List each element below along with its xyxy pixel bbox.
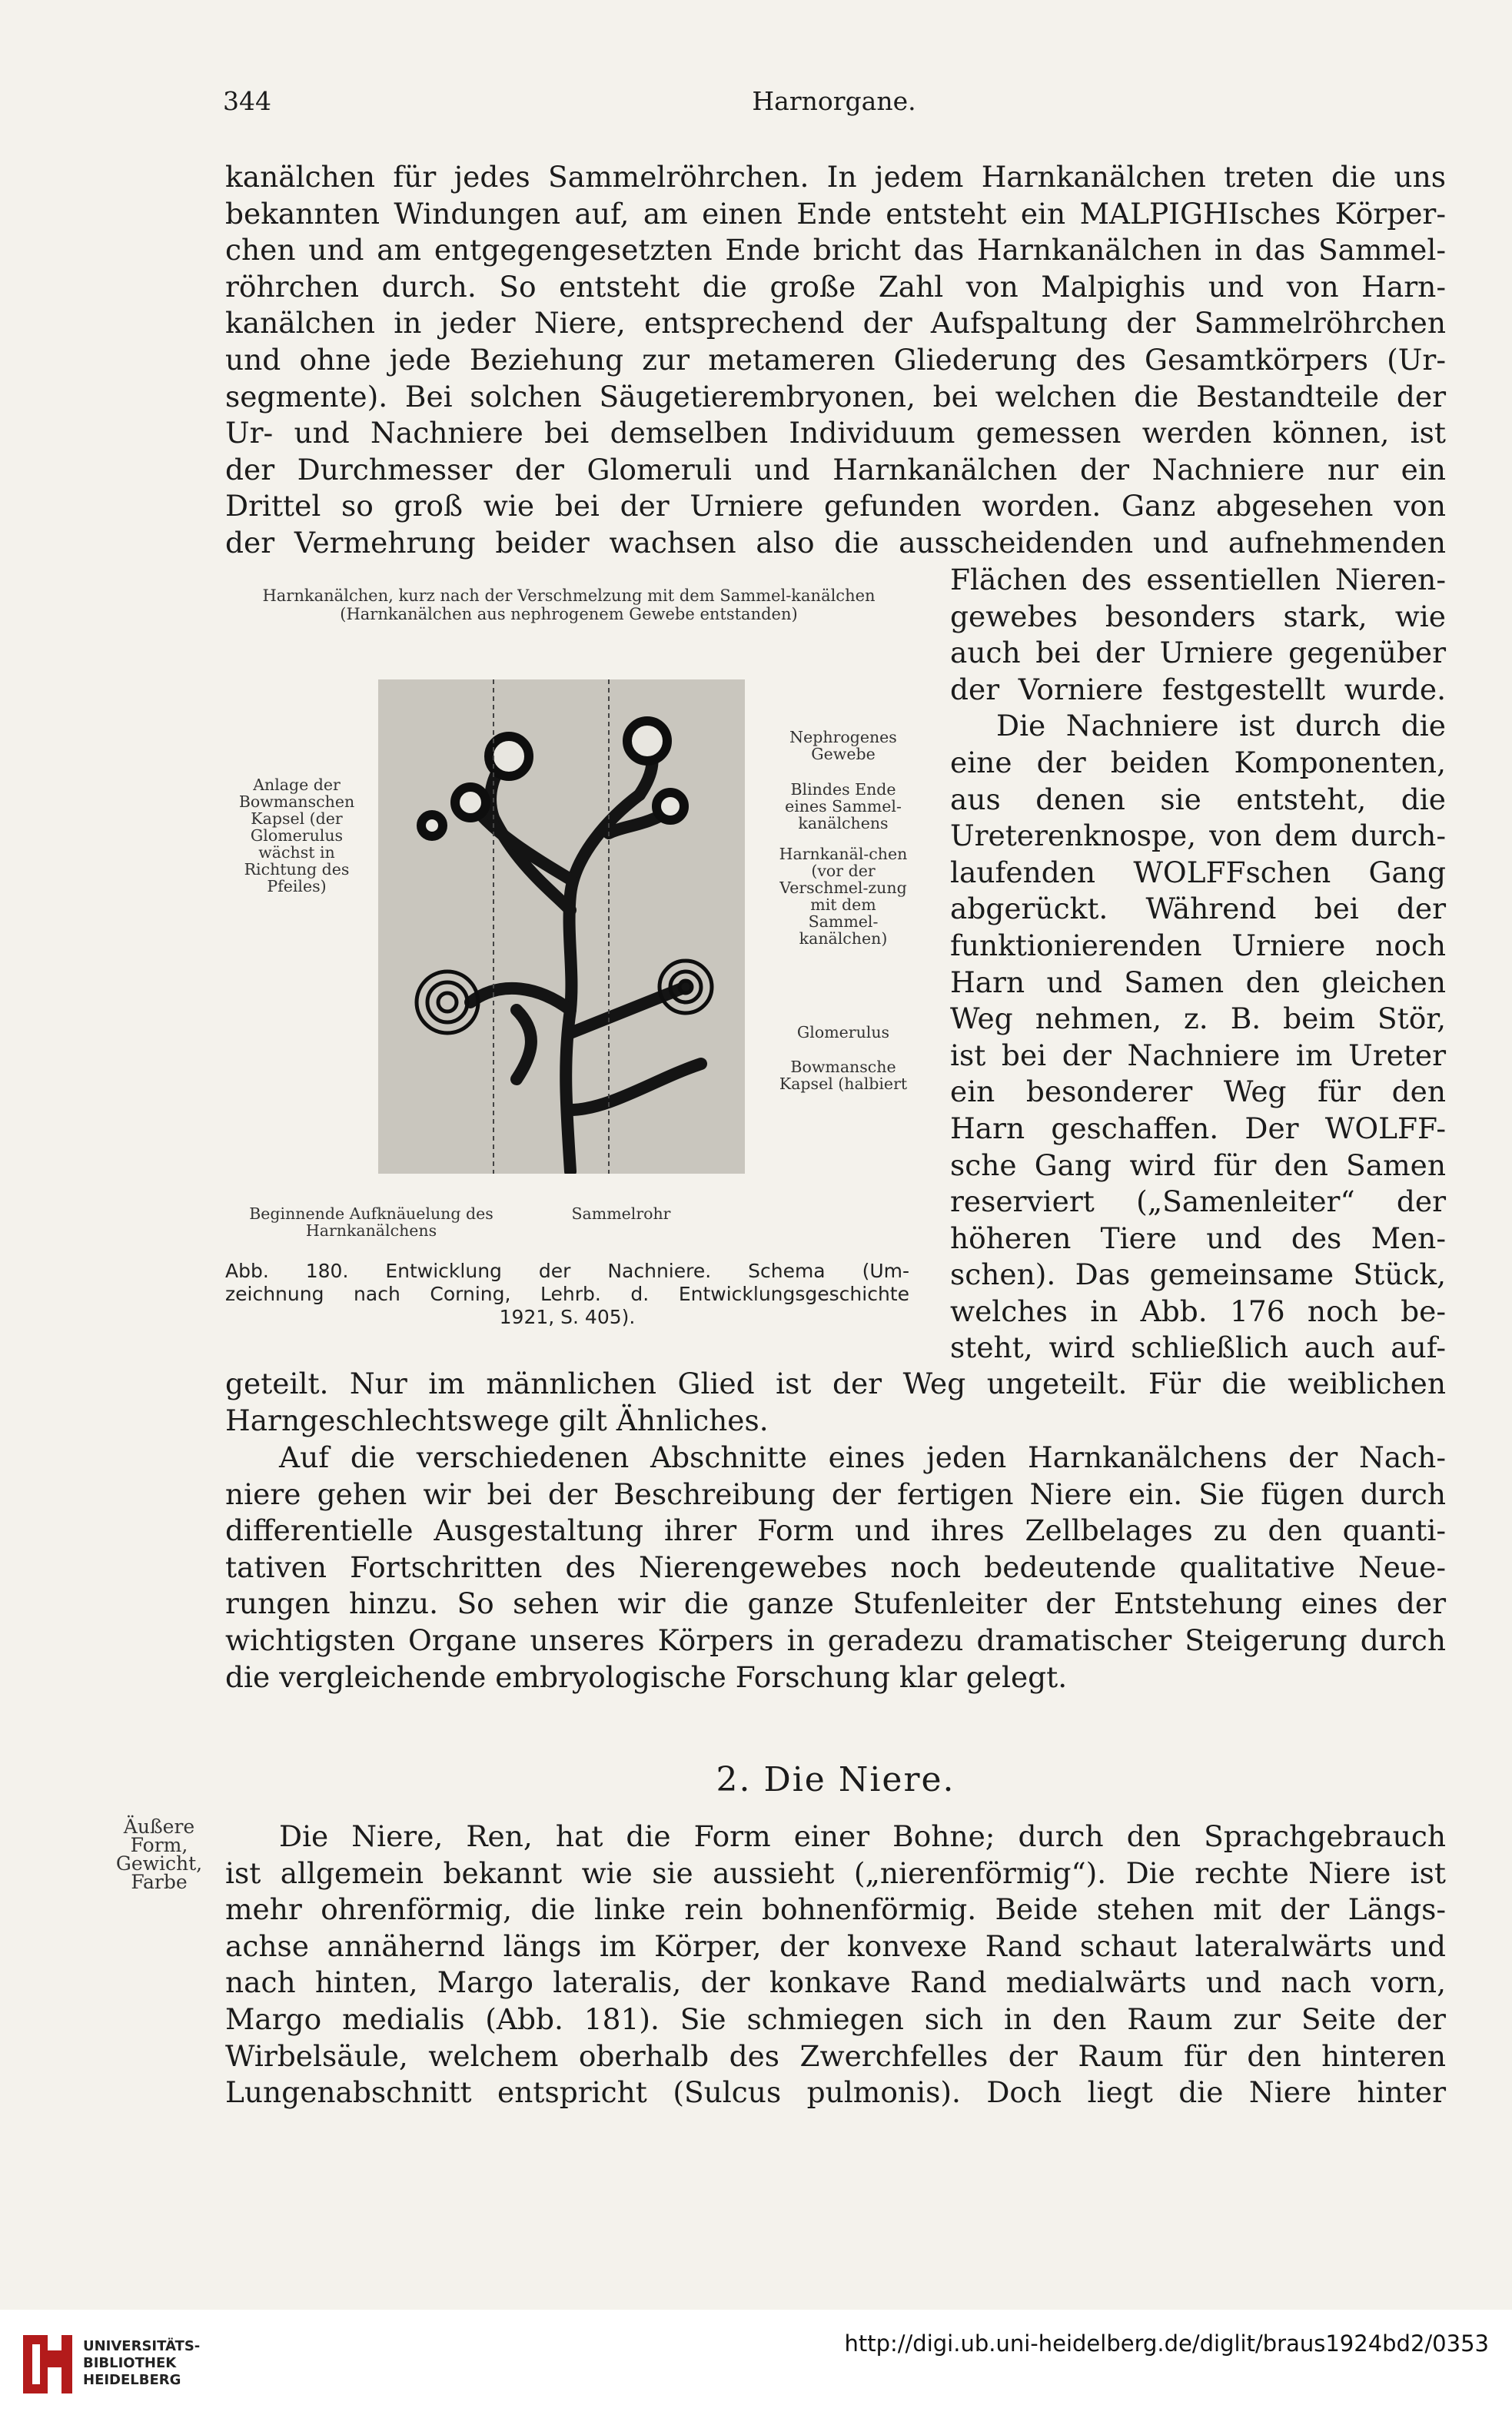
text-line: geteilt. Nur im männlichen Glied ist der Weg ungeteilt. Für die weiblichen xyxy=(225,1367,1446,1400)
footer-bar xyxy=(0,2310,1512,2425)
text-line: schen). Das gemeinsame Stück, xyxy=(950,1257,1446,1292)
text-line: bekannten Windungen auf, am einen Ende entsteht ein MALPIGHIsches Körper- xyxy=(225,196,1446,231)
text-line: segmente). Bei solchen Säugetierembryonen, bei welchen die Bestandteile der xyxy=(225,379,1446,414)
figure-label-blindes-ende: Blindes Ende eines Sammel-kanälchens xyxy=(785,780,902,832)
text-line: Die Nachniere ist durch die xyxy=(996,709,1446,743)
text-line: Die Niere, Ren, hat die Form einer Bohne; durch den Sprachgebrauch xyxy=(279,1819,1446,1853)
text-line: Wirbelsäule, welchem oberhalb des Zwerchfelles der Raum für den hinteren xyxy=(225,2038,1446,2073)
library-name-line: UNIVERSITÄTS- xyxy=(83,2338,201,2354)
caption-line: Abb. 180. Entwicklung der Nachniere. Schema (Um- xyxy=(225,1260,909,1282)
text-line: Drittel so groß wie bei der Urniere gefunden worden. Ganz abgesehen von xyxy=(225,489,1446,523)
text-line: achse annähernd längs im Körper, der konvexe Rand schaut lateralwärts und xyxy=(225,1928,1446,1963)
text-line: steht, wird schließlich auch auf- xyxy=(950,1330,1446,1365)
text-line: Flächen des essentiellen Nieren- xyxy=(950,563,1446,596)
section-heading: 2. Die Niere. xyxy=(716,1760,955,1799)
figure-label-bowman-anlage: Anlage der Bowmanschen Kapsel (der Glomerulus wächst in Richtung des Pfeiles) xyxy=(238,776,355,895)
text-line: Ureterenknospe, von dem durch- xyxy=(950,819,1446,853)
figure-label-bowman-kapsel: Bowmansche Kapsel (halbiert xyxy=(779,1058,908,1093)
text-line: die vergleichende embryologische Forschung klar gelegt. xyxy=(225,1659,1068,1694)
text-line: differentielle Ausgestaltung ihrer Form und ihres Zellbelages zu den quanti- xyxy=(225,1513,1446,1548)
library-name xyxy=(83,2338,200,2389)
text-line: Margo medialis (Abb. 181). Sie schmiegen sich in den Raum zur Seite der xyxy=(225,2001,1446,2036)
running-header xyxy=(223,86,1445,125)
running-title: Harnorgane. xyxy=(752,86,916,116)
text-line: wichtigsten Organe unseres Körpers in geradezu dramatischer Steigerung durch xyxy=(225,1623,1446,1657)
text-line: Lungenabschnitt entspricht (Sulcus pulmonis). Doch liegt die Niere hinter xyxy=(225,2075,1446,2110)
text-line: der Durchmesser der Glomeruli und Harnkanälchen der Nachniere nur ein xyxy=(225,452,1446,487)
figure-label-aufknaeuelung: Beginnende Aufknäuelung des Harnkanälchens xyxy=(249,1204,493,1240)
paragraph-3 xyxy=(225,1440,1446,1696)
marginal-note: Äußere Form, Gewicht, Farbe xyxy=(115,1815,203,1893)
caption-line: 1921, S. 405). xyxy=(499,1306,636,1328)
text-line: Harn und Samen den gleichen xyxy=(950,965,1446,999)
text-line: ist bei der Nachniere im Ureter xyxy=(950,1038,1446,1072)
text-line: der Vorniere festgestellt wurde. xyxy=(950,672,1446,706)
text-line: röhrchen durch. So entsteht die große Zahl von Malpighis und von Harn- xyxy=(225,269,1446,304)
text-line: ein besonderer Weg für den xyxy=(950,1075,1446,1109)
library-name-line: HEIDELBERG xyxy=(83,2372,181,2388)
figure-label-glomerulus: Glomerulus xyxy=(796,1023,890,1041)
text-line: abgerückt. Während bei der xyxy=(950,892,1446,926)
figure-label-sammelrohr: Sammelrohr xyxy=(571,1204,671,1223)
text-line: tativen Fortschritten des Nierengewebes noch bedeutende qualitative Neue- xyxy=(225,1550,1446,1584)
figure-label-harnkanaelchen: Harnkanäl-chen (vor der Verschmel-zung mit dem Sammel-kanälchen) xyxy=(779,845,908,948)
source-url-link[interactable]: http://digi.ub.uni-heidelberg.de/diglit/braus1924bd2/0353 xyxy=(844,2330,1489,2357)
text-line: höheren Tiere und des Men- xyxy=(950,1221,1446,1255)
paragraph-1 xyxy=(225,159,1446,562)
page-number: 344 xyxy=(223,86,271,116)
paragraph-2 xyxy=(225,1366,1446,1439)
caption-line: zeichnung nach Corning, Lehrb. d. Entwicklungsgeschichte xyxy=(225,1283,909,1305)
figure-caption xyxy=(225,1260,909,1329)
text-line: Harngeschlechtswege gilt Ähnliches. xyxy=(225,1403,769,1437)
paragraph-4 xyxy=(225,1819,1446,2111)
text-line: chen und am entgegengesetzten Ende bricht das Harnkanälchen in das Sammel- xyxy=(225,233,1446,267)
text-line: der Vermehrung beider wachsen also die ausscheidenden und aufnehmenden xyxy=(225,525,1446,560)
figure-top-label: Harnkanälchen, kurz nach der Verschmelzung mit dem Sammel-kanälchen (Harnkanälchen aus nephrogenem Gewebe entstanden) xyxy=(262,586,876,623)
text-line: und ohne jede Beziehung zur metameren Gliederung des Gesamtkörpers (Ur- xyxy=(225,342,1446,377)
text-line: welches in Abb. 176 noch be- xyxy=(950,1294,1446,1328)
text-line: Harn geschaffen. Der WOLFF- xyxy=(950,1111,1446,1145)
library-name-line: BIBLIOTHEK xyxy=(83,2355,177,2371)
nephron-development-illustration xyxy=(378,679,745,1174)
text-line: eine der beiden Komponenten, xyxy=(950,745,1446,779)
text-line: mehr ohrenförmig, die linke rein bohnenförmig. Beide stehen mit der Längs- xyxy=(225,1892,1446,1927)
text-line: niere gehen wir bei der Beschreibung der fertigen Niere ein. Sie fügen durch xyxy=(225,1477,1446,1511)
text-line: nach hinten, Margo lateralis, der konkave Rand medialwärts und nach vorn, xyxy=(225,1965,1446,2000)
text-line: reserviert („Samenleiter“ der xyxy=(950,1184,1446,1219)
column-text xyxy=(950,562,1446,1367)
text-line: laufenden WOLFFschen Gang xyxy=(950,855,1446,889)
figure-label-nephrogenes: Nephrogenes Gewebe xyxy=(789,728,897,763)
text-line: ist allgemein bekannt wie sie aussieht („nierenförmig“). Die rechte Niere ist xyxy=(225,1855,1446,1890)
text-line: funktionierenden Urniere noch xyxy=(950,928,1446,962)
text-line: Auf die verschiedenen Abschnitte eines jeden Harnkanälchens der Nach- xyxy=(279,1440,1446,1474)
text-line: kanälchen in jeder Niere, entsprechend der Aufspaltung der Sammelröhrchen xyxy=(225,306,1446,340)
text-line: sche Gang wird für den Samen xyxy=(950,1148,1446,1182)
text-line: gewebes besonders stark, wie xyxy=(950,599,1446,633)
library-logo-icon xyxy=(17,2329,78,2400)
text-line: aus denen sie entsteht, die xyxy=(950,782,1446,816)
text-line: auch bei der Urniere gegenüber xyxy=(950,636,1446,670)
text-line: kanälchen für jedes Sammelröhrchen. In jedem Harnkanälchen treten die uns xyxy=(225,160,1446,194)
text-line: rungen hinzu. So sehen wir die ganze Stufenleiter der Entstehung eines der xyxy=(225,1586,1446,1621)
text-line: Ur- und Nachniere bei demselben Individuum gemessen werden können, ist xyxy=(225,416,1446,450)
text-line: Weg nehmen, z. B. beim Stör, xyxy=(950,1002,1446,1036)
